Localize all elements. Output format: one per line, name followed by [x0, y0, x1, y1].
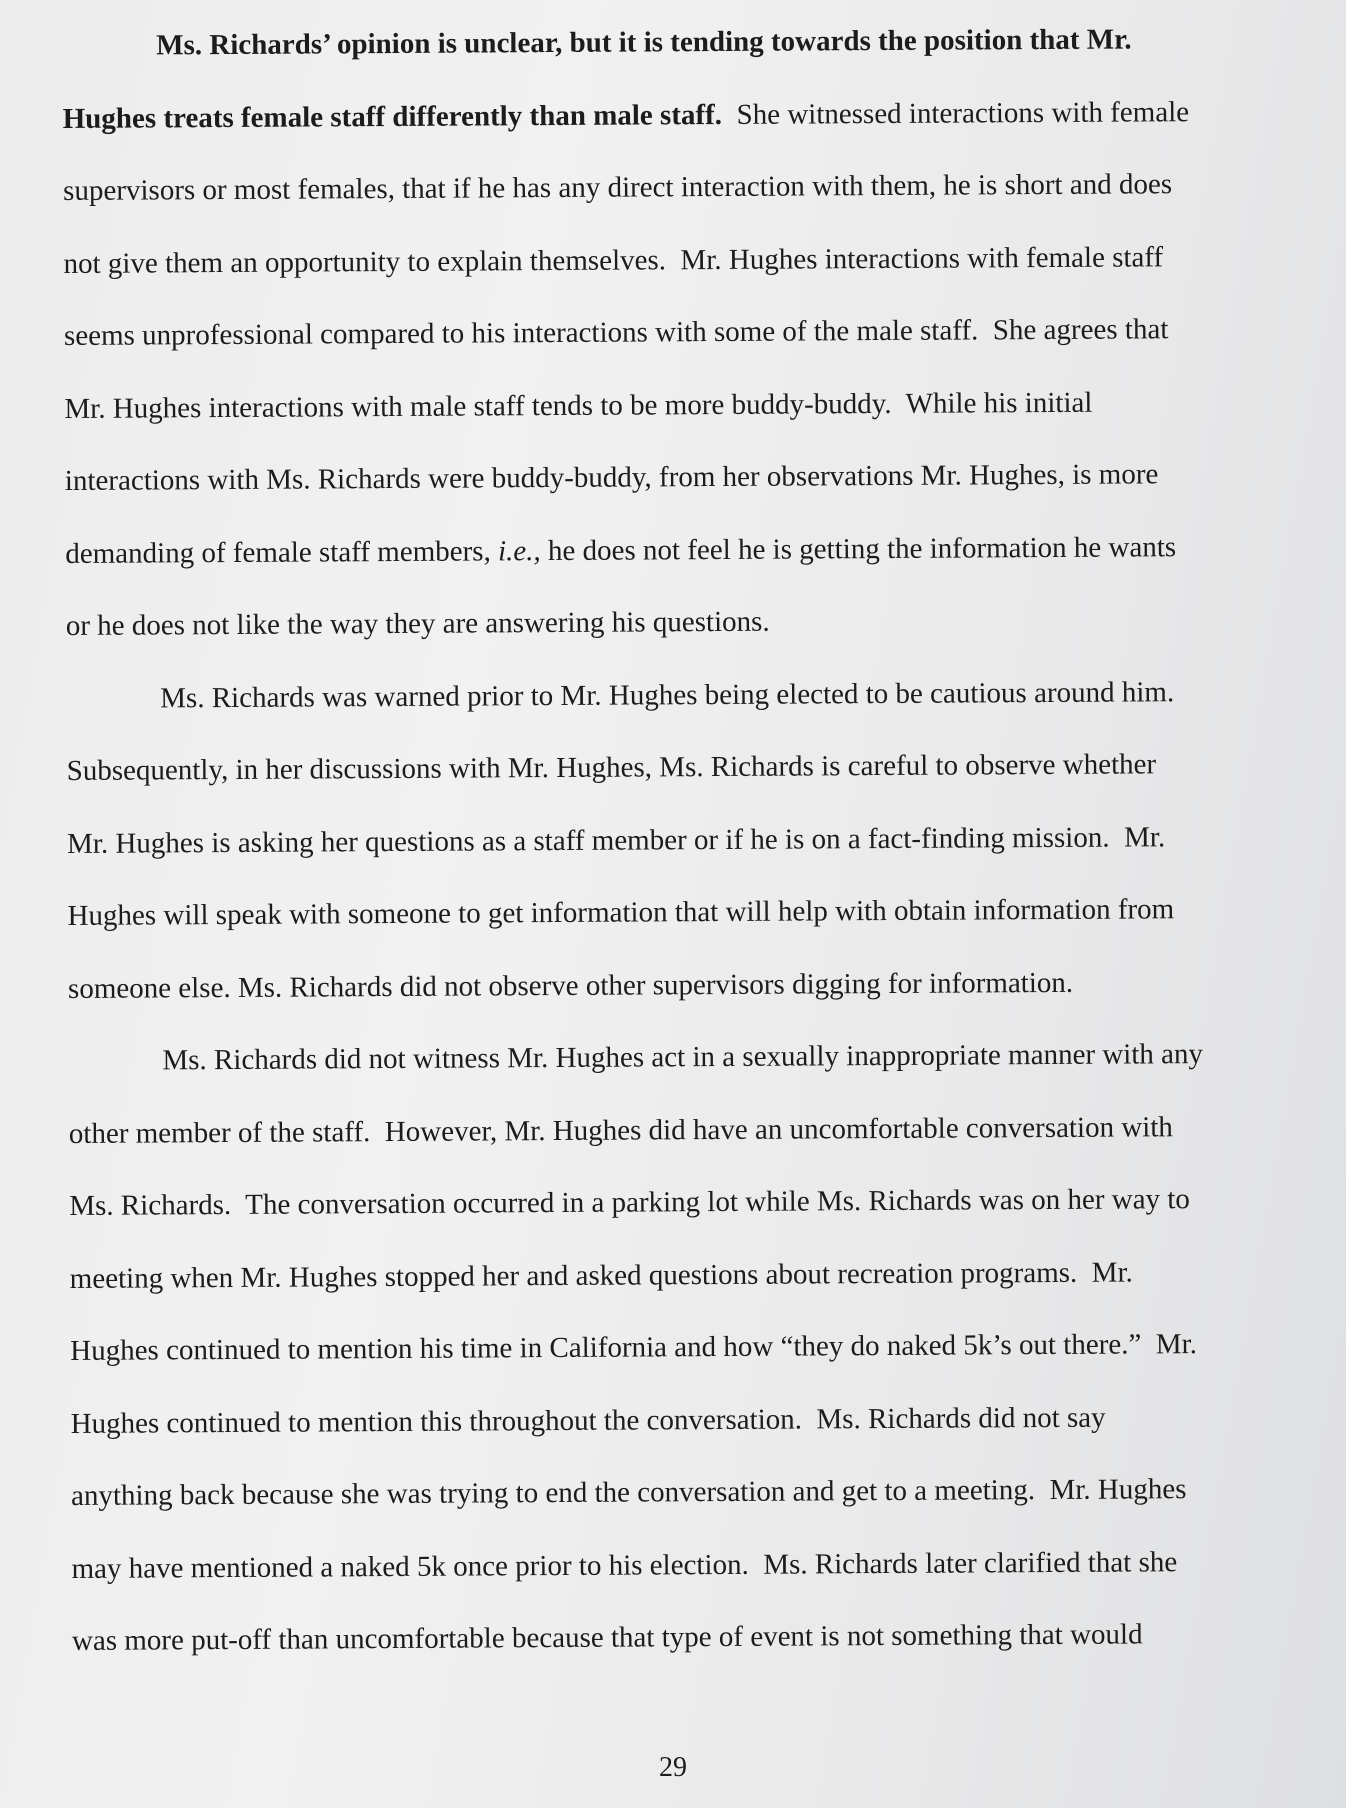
- italic-abbreviation: i.e.,: [497, 534, 541, 567]
- page-number: 29: [659, 1752, 687, 1783]
- text-line: Mr. Hughes is asking her questions as a staff member or if he is on a fact-finding mission. Mr.: [66, 820, 1166, 860]
- text-line: someone else. Ms. Richards did not observe other supervisors digging for information.: [67, 966, 1074, 1005]
- text-line: Ms. Richards’ opinion is unclear, but it is tending towards the position that Mr.: [156, 23, 1132, 62]
- text-line: Hughes continued to mention this throughout the conversation. Ms. Richards did not say: [70, 1401, 1106, 1440]
- text-line: Hughes treats female staff differently than male staff. She witnessed interactions with female: [62, 95, 1190, 135]
- paragraph-start-line: Ms. Richards did not witness Mr. Hughes act in a sexually inappropriate manner with any: [162, 1038, 1204, 1077]
- text-line: interactions with Ms. Richards were buddy-buddy, from her observations Mr. Hughes, is more: [64, 458, 1159, 497]
- text-line: Ms. Richards. The conversation occurred in a parking lot while Ms. Richards was on her way to: [69, 1183, 1190, 1222]
- text-line: meeting when Mr. Hughes stopped her and asked questions about recreation programs. Mr.: [69, 1255, 1133, 1295]
- text-line: Mr. Hughes interactions with male staff tends to be more buddy-buddy. While his initial: [64, 386, 1093, 425]
- text-line: may have mentioned a naked 5k once prior to his election. Ms. Richards later clarified that she: [71, 1545, 1178, 1585]
- text-line: other member of the staff. However, Mr. Hughes did have an uncomfortable conversation with: [68, 1110, 1173, 1150]
- text-line: demanding of female staff members, i.e., he does not feel he is getting the information he wants: [65, 530, 1177, 570]
- text-line: anything back because she was trying to end the conversation and get to a meeting. Mr. Hughes: [70, 1473, 1187, 1512]
- text-line: seems unprofessional compared to his interactions with some of the male staff. She agrees that: [63, 313, 1169, 352]
- text-line: Hughes will speak with someone to get information that will help with obtain information from: [67, 893, 1175, 932]
- paragraph-start-line: Ms. Richards was warned prior to Mr. Hughes being elected to be cautious around him.: [160, 675, 1175, 714]
- body-text: [62, 2, 1322, 1677]
- text-line: Subsequently, in her discussions with Mr. Hughes, Ms. Richards is careful to observe whether: [66, 748, 1157, 787]
- text-line: was more put-off than uncomfortable because that type of event is not something that would: [71, 1618, 1143, 1657]
- text-line: not give them an opportunity to explain themselves. Mr. Hughes interactions with female staff: [63, 240, 1164, 280]
- text-line: Hughes continued to mention his time in California and how “they do naked 5k’s out there.” Mr.: [70, 1328, 1198, 1367]
- text-line: or he does not like the way they are answering his questions.: [65, 605, 770, 642]
- text-line: supervisors or most females, that if he has any direct interaction with them, he is short and does: [63, 168, 1173, 207]
